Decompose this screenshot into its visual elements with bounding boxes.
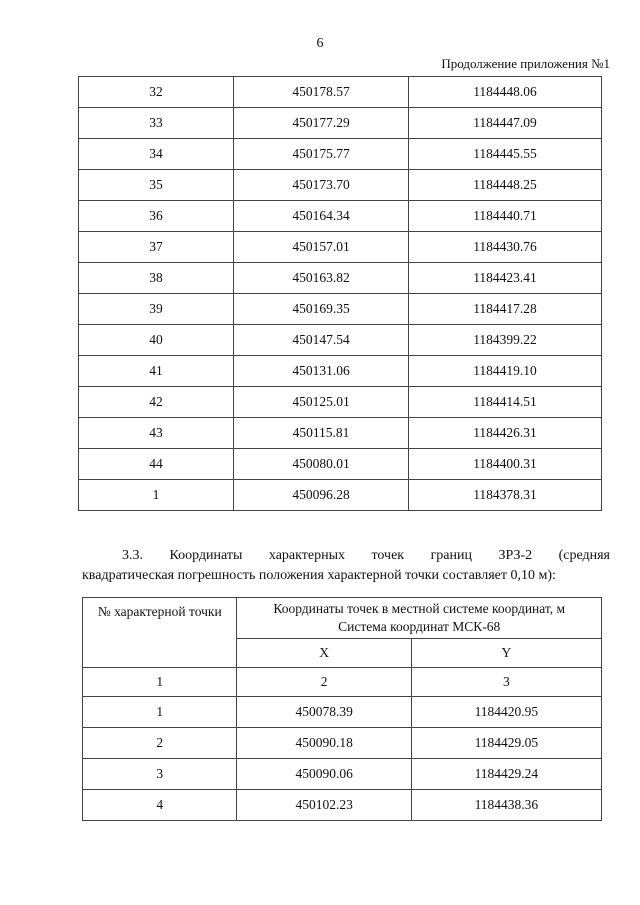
- x-coordinate-cell: 450147.54: [234, 325, 409, 356]
- y-coordinate-cell: 1184400.31: [409, 449, 602, 480]
- point-number-cell: 4: [83, 790, 237, 821]
- table-row: [79, 77, 602, 108]
- x-coordinate-cell: 450131.06: [234, 356, 409, 387]
- table-row: [79, 294, 602, 325]
- table-header-row: [83, 598, 602, 639]
- table-row: [79, 480, 602, 511]
- point-number-cell: 36: [79, 201, 234, 232]
- header-x: X: [237, 639, 411, 668]
- point-number-cell: 40: [79, 325, 234, 356]
- index-cell: 1: [83, 668, 237, 697]
- point-number-cell: 43: [79, 418, 234, 449]
- point-number-cell: 33: [79, 108, 234, 139]
- header-coordinates-line-1: Координаты точек в местной системе координат, м: [273, 601, 566, 616]
- index-cell: 2: [237, 668, 411, 697]
- table-row: [79, 170, 602, 201]
- y-coordinate-cell: 1184430.76: [409, 232, 602, 263]
- index-cell: 3: [411, 668, 601, 697]
- section-line-1: 3.3. Координаты характерных точек границ ЗРЗ-2 (средняя: [122, 548, 610, 563]
- section-paragraph: [82, 546, 610, 586]
- coordinates-table-body: [79, 77, 602, 511]
- x-coordinate-cell: 450078.39: [237, 697, 411, 728]
- point-number-cell: 38: [79, 263, 234, 294]
- coordinates-table-continued: [78, 76, 602, 511]
- table-row: [83, 759, 602, 790]
- table-row: [79, 449, 602, 480]
- header-point-number: № характерной точки: [83, 598, 237, 668]
- table-row: [79, 201, 602, 232]
- y-coordinate-cell: 1184419.10: [409, 356, 602, 387]
- x-coordinate-cell: 450102.23: [237, 790, 411, 821]
- table-row: [79, 387, 602, 418]
- x-coordinate-cell: 450096.28: [234, 480, 409, 511]
- table-row: [83, 790, 602, 821]
- table-row: [79, 108, 602, 139]
- table-row: [79, 139, 602, 170]
- y-coordinate-cell: 1184426.31: [409, 418, 602, 449]
- table-row: [83, 697, 602, 728]
- x-coordinate-cell: 450178.57: [234, 77, 409, 108]
- point-number-cell: 37: [79, 232, 234, 263]
- y-coordinate-cell: 1184417.28: [409, 294, 602, 325]
- y-coordinate-cell: 1184447.09: [409, 108, 602, 139]
- y-coordinate-cell: 1184448.25: [409, 170, 602, 201]
- table-index-row: [83, 668, 602, 697]
- point-number-cell: 34: [79, 139, 234, 170]
- y-coordinate-cell: 1184420.95: [411, 697, 601, 728]
- x-coordinate-cell: 450175.77: [234, 139, 409, 170]
- y-coordinate-cell: 1184414.51: [409, 387, 602, 418]
- header-y: Y: [411, 639, 601, 668]
- x-coordinate-cell: 450115.81: [234, 418, 409, 449]
- point-number-cell: 41: [79, 356, 234, 387]
- x-coordinate-cell: 450177.29: [234, 108, 409, 139]
- y-coordinate-cell: 1184438.36: [411, 790, 601, 821]
- point-number-cell: 1: [83, 697, 237, 728]
- continuation-label: Продолжение приложения №1: [441, 56, 610, 71]
- point-number-cell: 39: [79, 294, 234, 325]
- table-row: [79, 325, 602, 356]
- point-number-cell: 1: [79, 480, 234, 511]
- header-coordinates: [237, 598, 602, 639]
- y-coordinate-cell: 1184399.22: [409, 325, 602, 356]
- y-coordinate-cell: 1184445.55: [409, 139, 602, 170]
- section-line-2: квадратическая погрешность положения характерной точки составляет 0,10 м):: [82, 568, 556, 583]
- point-number-cell: 2: [83, 728, 237, 759]
- point-number-cell: 42: [79, 387, 234, 418]
- page-number: 6: [316, 36, 324, 51]
- y-coordinate-cell: 1184429.05: [411, 728, 601, 759]
- y-coordinate-cell: 1184440.71: [409, 201, 602, 232]
- y-coordinate-cell: 1184423.41: [409, 263, 602, 294]
- y-coordinate-cell: 1184429.24: [411, 759, 601, 790]
- point-number-cell: 3: [83, 759, 237, 790]
- x-coordinate-cell: 450125.01: [234, 387, 409, 418]
- point-number-cell: 32: [79, 77, 234, 108]
- table-row: [79, 356, 602, 387]
- y-coordinate-cell: 1184378.31: [409, 480, 602, 511]
- header-coordinates-line-2: Система координат МСК-68: [338, 619, 501, 634]
- x-coordinate-cell: 450090.06: [237, 759, 411, 790]
- x-coordinate-cell: 450173.70: [234, 170, 409, 201]
- x-coordinate-cell: 450163.82: [234, 263, 409, 294]
- x-coordinate-cell: 450169.35: [234, 294, 409, 325]
- x-coordinate-cell: 450164.34: [234, 201, 409, 232]
- zrz2-coordinates-table: [82, 597, 602, 821]
- x-coordinate-cell: 450080.01: [234, 449, 409, 480]
- table-row: [79, 418, 602, 449]
- y-coordinate-cell: 1184448.06: [409, 77, 602, 108]
- point-number-cell: 35: [79, 170, 234, 201]
- table-row: [79, 263, 602, 294]
- x-coordinate-cell: 450157.01: [234, 232, 409, 263]
- point-number-cell: 44: [79, 449, 234, 480]
- x-coordinate-cell: 450090.18: [237, 728, 411, 759]
- table-row: [79, 232, 602, 263]
- table-row: [83, 728, 602, 759]
